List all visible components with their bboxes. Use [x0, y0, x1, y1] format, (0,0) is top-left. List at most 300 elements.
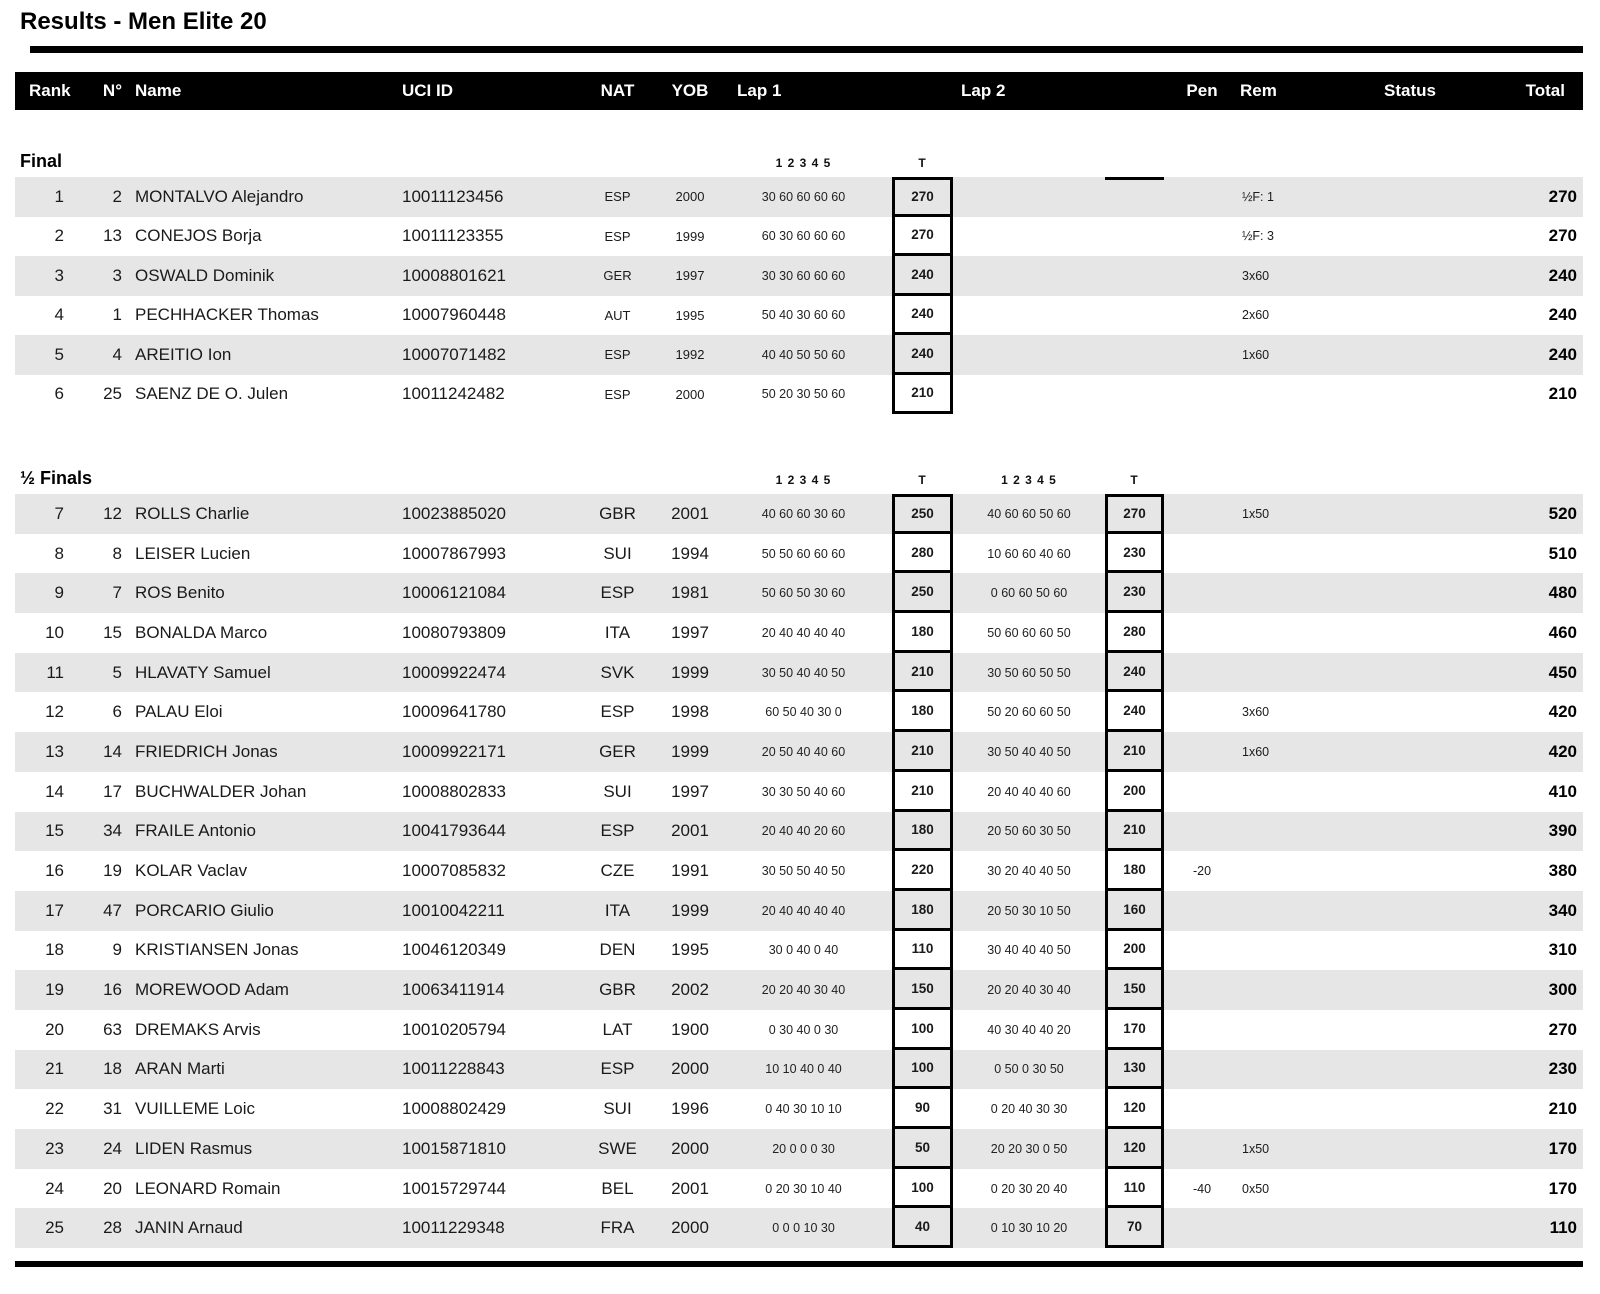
cell-remark	[1240, 891, 1360, 931]
table-row	[15, 1010, 1583, 1050]
cell-rank: 10	[45, 622, 64, 642]
cell-uci-id: 10007071482	[402, 344, 507, 364]
cell-lap1-total: 100	[892, 1010, 953, 1050]
cell-lap1-total: 220	[892, 851, 953, 891]
table-row	[15, 970, 1583, 1010]
cell-lap1-total: 100	[892, 1050, 953, 1090]
cell-penalty: -40	[1192, 1181, 1212, 1196]
cell-lap1-total: 210	[892, 375, 953, 415]
cell-remark	[1240, 772, 1360, 812]
cell-status	[1360, 732, 1460, 772]
cell-uci-id: 10009641780	[402, 702, 507, 722]
cell-bib-number: 4	[112, 344, 122, 364]
cell-lap1-scores: 20 40 40 40 40	[761, 625, 846, 640]
column-header-nat: NAT	[600, 81, 635, 100]
cell-lap2-total: 230	[1105, 573, 1164, 613]
cell-lap1-scores: 40 60 60 30 60	[761, 506, 846, 521]
cell-lap2-scores	[953, 375, 1105, 415]
cell-lap2-scores: 30 50 40 40 50	[987, 744, 1071, 759]
cell-bib-number: 47	[103, 900, 122, 920]
cell-nationality: AUT	[604, 307, 631, 323]
cell-bib-number: 34	[103, 821, 122, 841]
cell-lap1-total: 240	[892, 256, 953, 296]
cell-rank: 6	[54, 384, 64, 404]
cell-penalty	[1164, 692, 1240, 732]
cell-lap1-scores: 30 50 40 40 50	[761, 665, 846, 680]
cell-status	[1360, 613, 1460, 653]
cell-lap2-total: 240	[1105, 692, 1164, 732]
cell-rank: 2	[54, 226, 64, 246]
cell-bib-number: 63	[103, 1019, 122, 1039]
cell-lap1-total: 240	[892, 296, 953, 336]
cell-year-of-birth: 1997	[671, 781, 709, 801]
cell-total: 390	[1548, 821, 1577, 841]
cell-lap2-total: 280	[1105, 613, 1164, 653]
cell-lap1-total: 180	[892, 613, 953, 653]
table-row	[15, 931, 1583, 971]
cell-lap1-scores: 50 40 30 60 60	[761, 308, 846, 323]
cell-nationality: GER	[599, 741, 636, 761]
cell-total: 480	[1548, 583, 1577, 603]
cell-status	[1360, 1050, 1460, 1090]
table-row	[15, 851, 1583, 891]
cell-total: 410	[1548, 781, 1577, 801]
cell-status	[1360, 1129, 1460, 1169]
cell-total: 510	[1548, 543, 1577, 563]
cell-lap1-scores: 30 30 60 60 60	[761, 268, 846, 283]
cell-uci-id: 10007085832	[402, 861, 507, 881]
cell-rank: 20	[45, 1019, 64, 1039]
cell-bib-number: 1	[112, 305, 122, 325]
cell-penalty	[1164, 256, 1240, 296]
cell-total: 270	[1548, 226, 1577, 246]
cell-total: 420	[1548, 741, 1577, 761]
cell-rider-name: ROLLS Charlie	[135, 503, 250, 523]
cell-lap2-scores: 30 20 40 40 50	[987, 864, 1071, 879]
cell-lap2-total: 130	[1105, 1050, 1164, 1090]
cell-rider-name: PORCARIO Giulio	[135, 900, 274, 920]
cell-year-of-birth: 2001	[671, 821, 709, 841]
column-header-yob: YOB	[671, 81, 709, 100]
cell-remark: 3x60	[1242, 705, 1270, 720]
cell-remark: 3x60	[1242, 268, 1270, 283]
cell-status	[1360, 375, 1460, 415]
cell-lap2-scores	[953, 296, 1105, 336]
cell-nationality: GBR	[599, 980, 636, 1000]
cell-uci-id: 10015871810	[402, 1138, 507, 1158]
cell-rider-name: OSWALD Dominik	[135, 265, 275, 285]
section-label: Final	[20, 151, 63, 171]
cell-nationality: ESP	[600, 821, 635, 841]
cell-rank: 24	[45, 1178, 64, 1198]
column-header-rank: Rank	[29, 81, 71, 100]
cell-remark	[1240, 375, 1360, 415]
table-row	[15, 217, 1583, 257]
cell-remark: 1x50	[1242, 1141, 1270, 1156]
cell-lap2-total: 120	[1105, 1089, 1164, 1129]
cell-lap1-scores: 0 0 0 10 30	[772, 1221, 835, 1236]
cell-year-of-birth: 2000	[675, 189, 705, 205]
cell-status	[1360, 931, 1460, 971]
cell-lap2-scores	[953, 217, 1105, 257]
section-subheader	[15, 455, 1583, 494]
cell-lap1-scores: 50 60 50 30 60	[761, 586, 846, 601]
cell-penalty	[1164, 177, 1240, 217]
cell-uci-id: 10008801621	[402, 265, 507, 285]
cell-bib-number: 2	[112, 186, 122, 206]
cell-lap1-total: 210	[892, 732, 953, 772]
cell-remark	[1240, 1050, 1360, 1090]
cell-total: 310	[1548, 940, 1577, 960]
table-row	[15, 494, 1583, 534]
cell-total: 420	[1548, 702, 1577, 722]
cell-rank: 3	[54, 265, 64, 285]
cell-penalty	[1164, 613, 1240, 653]
column-header-lap1: Lap 1	[737, 81, 782, 100]
cell-total: 450	[1548, 662, 1577, 682]
cell-penalty	[1164, 732, 1240, 772]
cell-year-of-birth: 1999	[671, 662, 709, 682]
cell-uci-id: 10011123355	[402, 226, 504, 246]
column-header-status: Status	[1384, 81, 1436, 100]
cell-total: 170	[1548, 1138, 1577, 1158]
cell-penalty	[1164, 335, 1240, 375]
cell-lap2-scores: 20 20 30 0 50	[990, 1141, 1068, 1156]
cell-lap2-total	[1105, 177, 1164, 217]
cell-bib-number: 24	[103, 1138, 122, 1158]
cell-remark	[1240, 931, 1360, 971]
cell-lap1-total: 90	[892, 1089, 953, 1129]
table-row	[15, 812, 1583, 852]
cell-rider-name: BONALDA Marco	[135, 622, 268, 642]
cell-penalty	[1164, 970, 1240, 1010]
cell-uci-id: 10009922474	[402, 662, 507, 682]
cell-nationality: ESP	[600, 702, 635, 722]
cell-rank: 19	[45, 980, 64, 1000]
table-row	[15, 335, 1583, 375]
cell-year-of-birth: 2002	[671, 980, 709, 1000]
cell-penalty	[1164, 1089, 1240, 1129]
cell-rank: 1	[54, 186, 64, 206]
cell-total: 110	[1549, 1218, 1577, 1238]
cell-status	[1360, 891, 1460, 931]
cell-year-of-birth: 1997	[675, 268, 705, 284]
cell-year-of-birth: 1999	[671, 741, 709, 761]
cell-nationality: SUI	[603, 1099, 632, 1119]
table-row	[15, 177, 1583, 217]
cell-uci-id: 10011228843	[402, 1059, 505, 1079]
cell-lap2-scores: 40 60 60 50 60	[987, 506, 1071, 521]
column-header-number: N°	[102, 81, 122, 100]
cell-uci-id: 10007867993	[402, 543, 507, 563]
cell-lap1-scores: 60 50 40 30 0	[765, 705, 842, 720]
cell-lap1-scores: 30 30 50 40 60	[761, 784, 846, 799]
cell-year-of-birth: 1991	[671, 861, 709, 881]
cell-remark	[1240, 1208, 1360, 1248]
cell-rider-name: FRIEDRICH Jonas	[135, 741, 278, 761]
cell-bib-number: 9	[112, 940, 122, 960]
cell-penalty	[1164, 296, 1240, 336]
cell-year-of-birth: 2000	[671, 1218, 709, 1238]
cell-year-of-birth: 1994	[671, 543, 709, 563]
cell-lap2-total: 230	[1105, 534, 1164, 574]
cell-lap2-total: 270	[1105, 494, 1164, 534]
cell-rider-name: MONTALVO Alejandro	[135, 186, 304, 206]
cell-uci-id: 10010042211	[402, 900, 505, 920]
cell-year-of-birth: 2000	[671, 1138, 709, 1158]
cell-nationality: SUI	[603, 781, 632, 801]
cell-penalty	[1164, 494, 1240, 534]
cell-status	[1360, 812, 1460, 852]
cell-total: 240	[1548, 265, 1577, 285]
cell-lap1-scores: 30 0 40 0 40	[768, 943, 839, 958]
cell-bib-number: 17	[103, 781, 122, 801]
cell-rider-name: ROS Benito	[135, 583, 225, 603]
table-row	[15, 613, 1583, 653]
cell-bib-number: 28	[103, 1218, 122, 1238]
cell-uci-id: 10011123456	[402, 186, 504, 206]
cell-lap2-total: 200	[1105, 931, 1164, 971]
title-rule	[30, 46, 1583, 53]
cell-lap2-total: 110	[1105, 1169, 1164, 1209]
cell-lap2-scores	[953, 177, 1105, 217]
cell-total: 380	[1548, 861, 1577, 881]
cell-nationality: ESP	[600, 1059, 635, 1079]
cell-uci-id: 10080793809	[402, 622, 507, 642]
cell-rider-name: KRISTIANSEN Jonas	[135, 940, 299, 960]
cell-rank: 11	[46, 662, 64, 682]
cell-lap1-total: 210	[892, 772, 953, 812]
cell-penalty	[1164, 812, 1240, 852]
cell-remark	[1240, 812, 1360, 852]
cell-rank: 13	[45, 741, 64, 761]
cell-total: 240	[1548, 344, 1577, 364]
cell-nationality: GBR	[599, 503, 636, 523]
cell-lap1-scores: 0 40 30 10 10	[765, 1102, 842, 1117]
cell-rider-name: PALAU Eloi	[135, 702, 223, 722]
cell-remark	[1240, 970, 1360, 1010]
cell-status	[1360, 217, 1460, 257]
lap2-total-header: T	[1130, 473, 1139, 487]
cell-status	[1360, 177, 1460, 217]
cell-penalty	[1164, 573, 1240, 613]
section-rows	[15, 494, 1583, 1248]
cell-lap2-total: 160	[1105, 891, 1164, 931]
cell-bib-number: 14	[103, 741, 122, 761]
cell-rider-name: LEONARD Romain	[135, 1178, 281, 1198]
cell-lap1-total: 250	[892, 494, 953, 534]
cell-bib-number: 6	[112, 702, 122, 722]
table-row	[15, 1169, 1583, 1209]
cell-lap2-scores: 20 50 30 10 50	[987, 903, 1071, 918]
cell-uci-id: 10010205794	[402, 1019, 507, 1039]
cell-nationality: ITA	[604, 622, 631, 642]
cell-rank: 15	[45, 821, 64, 841]
cell-status	[1360, 1208, 1460, 1248]
cell-rider-name: ARAN Marti	[135, 1059, 225, 1079]
cell-total: 300	[1548, 980, 1577, 1000]
cell-lap2-total	[1105, 217, 1164, 257]
cell-lap1-total: 100	[892, 1169, 953, 1209]
cell-rank: 12	[45, 702, 64, 722]
cell-year-of-birth: 1992	[675, 347, 705, 363]
cell-bib-number: 5	[112, 662, 122, 682]
cell-lap2-total: 120	[1105, 1129, 1164, 1169]
cell-penalty	[1164, 931, 1240, 971]
cell-uci-id: 10063411914	[402, 980, 505, 1000]
cell-year-of-birth: 1996	[671, 1099, 709, 1119]
cell-rank: 18	[45, 940, 64, 960]
cell-bib-number: 15	[103, 622, 122, 642]
cell-lap2-total: 210	[1105, 732, 1164, 772]
cell-remark	[1240, 534, 1360, 574]
table-row	[15, 891, 1583, 931]
cell-rank: 25	[45, 1218, 64, 1238]
cell-rank: 4	[54, 305, 64, 325]
cell-nationality: SUI	[603, 543, 632, 563]
cell-status	[1360, 692, 1460, 732]
cell-nationality: GER	[603, 268, 632, 284]
cell-lap1-scores: 60 30 60 60 60	[761, 229, 846, 244]
cell-rank: 5	[54, 344, 64, 364]
cell-total: 170	[1548, 1178, 1577, 1198]
table-row	[15, 256, 1583, 296]
cell-total: 340	[1548, 900, 1577, 920]
cell-status	[1360, 573, 1460, 613]
cell-rider-name: LEISER Lucien	[135, 543, 251, 563]
cell-lap1-scores: 20 40 40 40 40	[761, 903, 846, 918]
cell-rider-name: DREMAKS Arvis	[135, 1019, 261, 1039]
cell-rank: 14	[45, 781, 64, 801]
cell-bib-number: 19	[103, 861, 122, 881]
cell-lap2-total: 70	[1105, 1208, 1164, 1248]
cell-lap1-total: 240	[892, 335, 953, 375]
cell-lap1-scores: 20 50 40 40 60	[761, 744, 846, 759]
bottom-rule	[15, 1261, 1583, 1267]
cell-total: 210	[1548, 1099, 1577, 1119]
cell-rank: 17	[45, 900, 64, 920]
cell-total: 520	[1548, 503, 1577, 523]
cell-penalty	[1164, 1129, 1240, 1169]
cell-lap1-scores: 0 30 40 0 30	[768, 1022, 839, 1037]
cell-nationality: ESP	[604, 347, 631, 363]
cell-lap1-total: 110	[892, 931, 953, 971]
cell-nationality: ITA	[604, 900, 631, 920]
cell-status	[1360, 534, 1460, 574]
cell-rider-name: AREITIO Ion	[135, 344, 232, 364]
cell-bib-number: 3	[112, 265, 122, 285]
cell-rider-name: CONEJOS Borja	[135, 226, 262, 246]
cell-rank: 21	[45, 1059, 64, 1079]
cell-remark: 0x50	[1242, 1181, 1270, 1196]
cell-uci-id: 10008802429	[402, 1099, 507, 1119]
cell-lap1-scores: 20 40 40 20 60	[761, 824, 846, 839]
cell-remark	[1240, 1010, 1360, 1050]
cell-lap1-scores: 20 0 0 0 30	[772, 1141, 835, 1156]
cell-lap2-scores: 50 20 60 60 50	[987, 705, 1071, 720]
cell-penalty	[1164, 653, 1240, 693]
lap1-sections-header: 1 2 3 4 5	[775, 473, 832, 487]
cell-year-of-birth: 1998	[671, 702, 709, 722]
cell-remark: ½F: 3	[1242, 229, 1274, 244]
table-row	[15, 1050, 1583, 1090]
cell-lap2-scores: 20 50 60 30 50	[987, 824, 1071, 839]
cell-lap2-scores: 20 40 40 40 60	[987, 784, 1071, 799]
cell-year-of-birth: 1900	[671, 1019, 709, 1039]
cell-total: 270	[1548, 186, 1577, 206]
cell-lap2-scores: 30 50 60 50 50	[987, 665, 1071, 680]
cell-status	[1360, 653, 1460, 693]
cell-status	[1360, 335, 1460, 375]
cell-lap1-scores: 30 50 50 40 50	[761, 864, 846, 879]
cell-penalty	[1164, 772, 1240, 812]
column-header-pen: Pen	[1186, 81, 1218, 100]
cell-penalty	[1164, 534, 1240, 574]
section-subheader	[15, 138, 1583, 177]
cell-lap2-scores: 0 20 30 20 40	[990, 1181, 1068, 1196]
cell-status	[1360, 494, 1460, 534]
cell-total: 210	[1548, 384, 1577, 404]
lap1-total-header: T	[918, 473, 927, 487]
cell-rider-name: KOLAR Vaclav	[135, 861, 248, 881]
cell-lap2-scores: 20 20 40 30 40	[987, 983, 1071, 998]
cell-rider-name: HLAVATY Samuel	[135, 662, 271, 682]
cell-remark: ½F: 1	[1242, 189, 1274, 204]
cell-rider-name: PECHHACKER Thomas	[135, 305, 319, 325]
cell-lap1-scores: 0 20 30 10 40	[765, 1181, 842, 1196]
cell-year-of-birth: 2000	[675, 386, 705, 402]
cell-status	[1360, 1089, 1460, 1129]
column-header-lap2: Lap 2	[961, 81, 1006, 100]
cell-nationality: CZE	[600, 861, 635, 881]
cell-nationality: ESP	[604, 228, 631, 244]
cell-lap2-total: 170	[1105, 1010, 1164, 1050]
table-row	[15, 1129, 1583, 1169]
cell-lap1-total: 180	[892, 891, 953, 931]
cell-nationality: SVK	[600, 662, 635, 682]
cell-penalty	[1164, 217, 1240, 257]
cell-rider-name: VUILLEME Loic	[135, 1099, 255, 1119]
cell-lap2-scores: 10 60 60 40 60	[987, 546, 1071, 561]
cell-uci-id: 10015729744	[402, 1178, 507, 1198]
table-row	[15, 375, 1583, 415]
cell-uci-id: 10011229348	[402, 1218, 505, 1238]
cell-lap1-scores: 50 50 60 60 60	[761, 546, 846, 561]
cell-lap1-scores: 30 60 60 60 60	[761, 189, 846, 204]
cell-rider-name: BUCHWALDER Johan	[135, 781, 307, 801]
cell-lap2-scores: 0 10 30 10 20	[990, 1221, 1068, 1236]
cell-lap2-total: 240	[1105, 653, 1164, 693]
cell-uci-id: 10007960448	[402, 305, 507, 325]
cell-lap2-total: 150	[1105, 970, 1164, 1010]
column-header-total: Total	[1525, 81, 1565, 100]
lap1-total-header: T	[918, 156, 927, 170]
cell-uci-id: 10006121084	[402, 583, 507, 603]
cell-nationality: BEL	[601, 1178, 634, 1198]
cell-penalty	[1164, 375, 1240, 415]
cell-bib-number: 18	[103, 1059, 122, 1079]
cell-remark: 1x60	[1242, 347, 1270, 362]
cell-year-of-birth: 1981	[671, 583, 709, 603]
cell-lap1-total: 180	[892, 692, 953, 732]
cell-remark	[1240, 573, 1360, 613]
cell-penalty	[1164, 891, 1240, 931]
cell-uci-id: 10041793644	[402, 821, 507, 841]
cell-nationality: ESP	[600, 583, 635, 603]
cell-bib-number: 31	[103, 1099, 122, 1119]
cell-nationality: FRA	[600, 1218, 635, 1238]
table-row	[15, 534, 1583, 574]
